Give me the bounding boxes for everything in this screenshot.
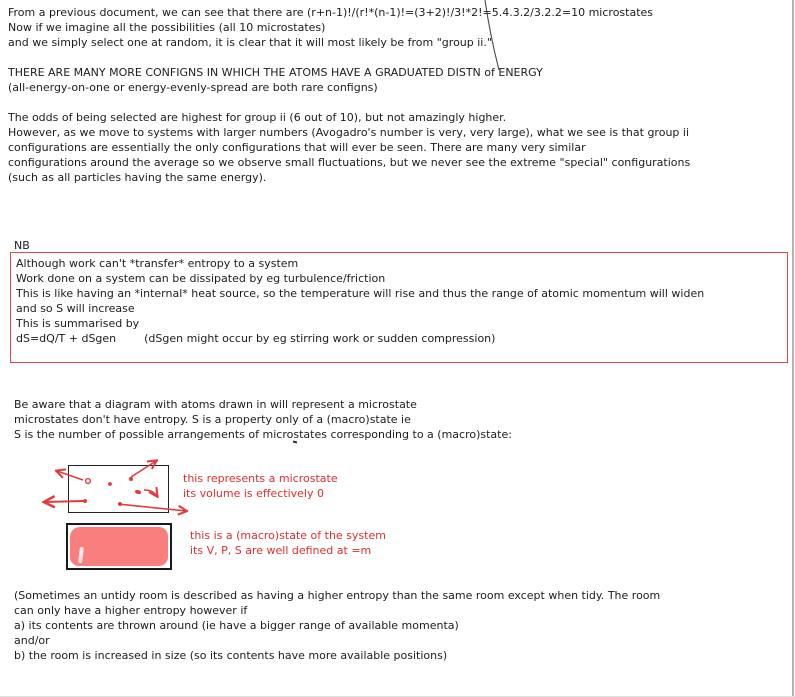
text-line: However, as we move to systems with larger numbers (Avogadro's number is very, very large), what we see is that group ii <box>8 126 690 139</box>
atom-dot <box>83 499 87 503</box>
intro-paragraph-3 <box>8 110 690 185</box>
text-line: THERE ARE MANY MORE CONFIGNS IN WHICH THE ATOMS HAVE A GRADUATED DISTN of ENERGY <box>8 66 543 79</box>
atom-dot <box>86 479 91 484</box>
text-line: From a previous document, we can see that there are (r+n-1)!/(r!*(n-1)!=(3+2)!/3!*2!=5.4.3.2/3.2.2=10 microstates <box>8 6 654 19</box>
macrostate-fill <box>70 527 168 566</box>
nb-label: NB <box>14 239 30 252</box>
canvas-right-edge <box>792 0 794 697</box>
microstate-caption <box>183 471 338 501</box>
text-line: Now if we imagine all the possibilities (all 10 microstates) <box>8 21 326 34</box>
text-line: b) the room is increased in size (so its contents have more available positions) <box>14 649 448 662</box>
caption-line: its volume is effectively 0 <box>183 487 324 500</box>
caption-line: its V, P, S are well defined at =m <box>190 544 372 557</box>
intro-paragraph-1 <box>8 5 653 50</box>
text-line: Be aware that a diagram with atoms drawn in will represent a microstate <box>14 398 417 411</box>
text-line: The odds of being selected are highest for group ii (6 out of 10), but not amazingly higher. <box>8 111 507 124</box>
text-line: and so S will increase <box>16 302 135 315</box>
closing-paragraph <box>14 588 660 663</box>
atom-dot <box>118 502 122 506</box>
caption-line: this represents a microstate <box>183 472 338 485</box>
velocity-arrow <box>131 461 156 477</box>
text-line: Although work can't *transfer* entropy to a system <box>16 257 299 270</box>
caption-line: this is a (macro)state of the system <box>190 529 386 542</box>
text-line: and/or <box>14 634 50 647</box>
intro-paragraph-2 <box>8 65 543 95</box>
text-line: This is like having an *internal* heat source, so the temperature will rise and thus the range of atomic momentum will widen <box>16 287 705 300</box>
text-line: (all-energy-on-one or energy-evenly-spread are both rare configns) <box>8 81 378 94</box>
text-line: Work done on a system can be dissipated by eg turbulence/friction <box>16 272 386 285</box>
text-line: (such as all particles having the same energy). <box>8 171 267 184</box>
velocity-arrow <box>45 501 83 502</box>
macrostate-caption <box>190 528 386 558</box>
entropy-equation-line: dS=dQ/T + dSgen (dSgen might occur by eg stirring work or sudden compression) <box>16 332 496 345</box>
macrostate-box <box>66 523 172 570</box>
velocity-arrow <box>57 471 83 480</box>
atom-dot <box>108 482 112 486</box>
text-line: configurations around the average so we observe small fluctuations, but we never see the extreme "special" configurations <box>8 156 691 169</box>
velocity-arrow <box>118 504 186 511</box>
text-line: This is summarised by <box>16 317 140 330</box>
text-line: S is the number of possible arrangements of microstates corresponding to a (macro)state: <box>14 428 512 441</box>
microstate-explainer-paragraph <box>14 397 512 442</box>
text-line: microstates don't have entropy. S is a property only of a (macro)state ie <box>14 413 411 426</box>
atom-dot <box>129 477 133 481</box>
atom-dot <box>134 489 141 495</box>
velocity-arrow <box>144 490 157 496</box>
text-line: (Sometimes an untidy room is described as having a higher entropy than the same room except when tidy. The room <box>14 589 661 602</box>
text-line: can only have a higher entropy however if <box>14 604 248 617</box>
stray-pen-tick <box>293 441 297 444</box>
text-line: and we simply select one at random, it is clear that it will most likely be from "group ii." <box>8 36 492 49</box>
text-line: a) its contents are thrown around (ie have a bigger range of available momenta) <box>14 619 459 632</box>
text-line: configurations are essentially the only configurations that will ever be seen. There are many very similar <box>8 141 586 154</box>
nb-note-box <box>10 252 788 363</box>
